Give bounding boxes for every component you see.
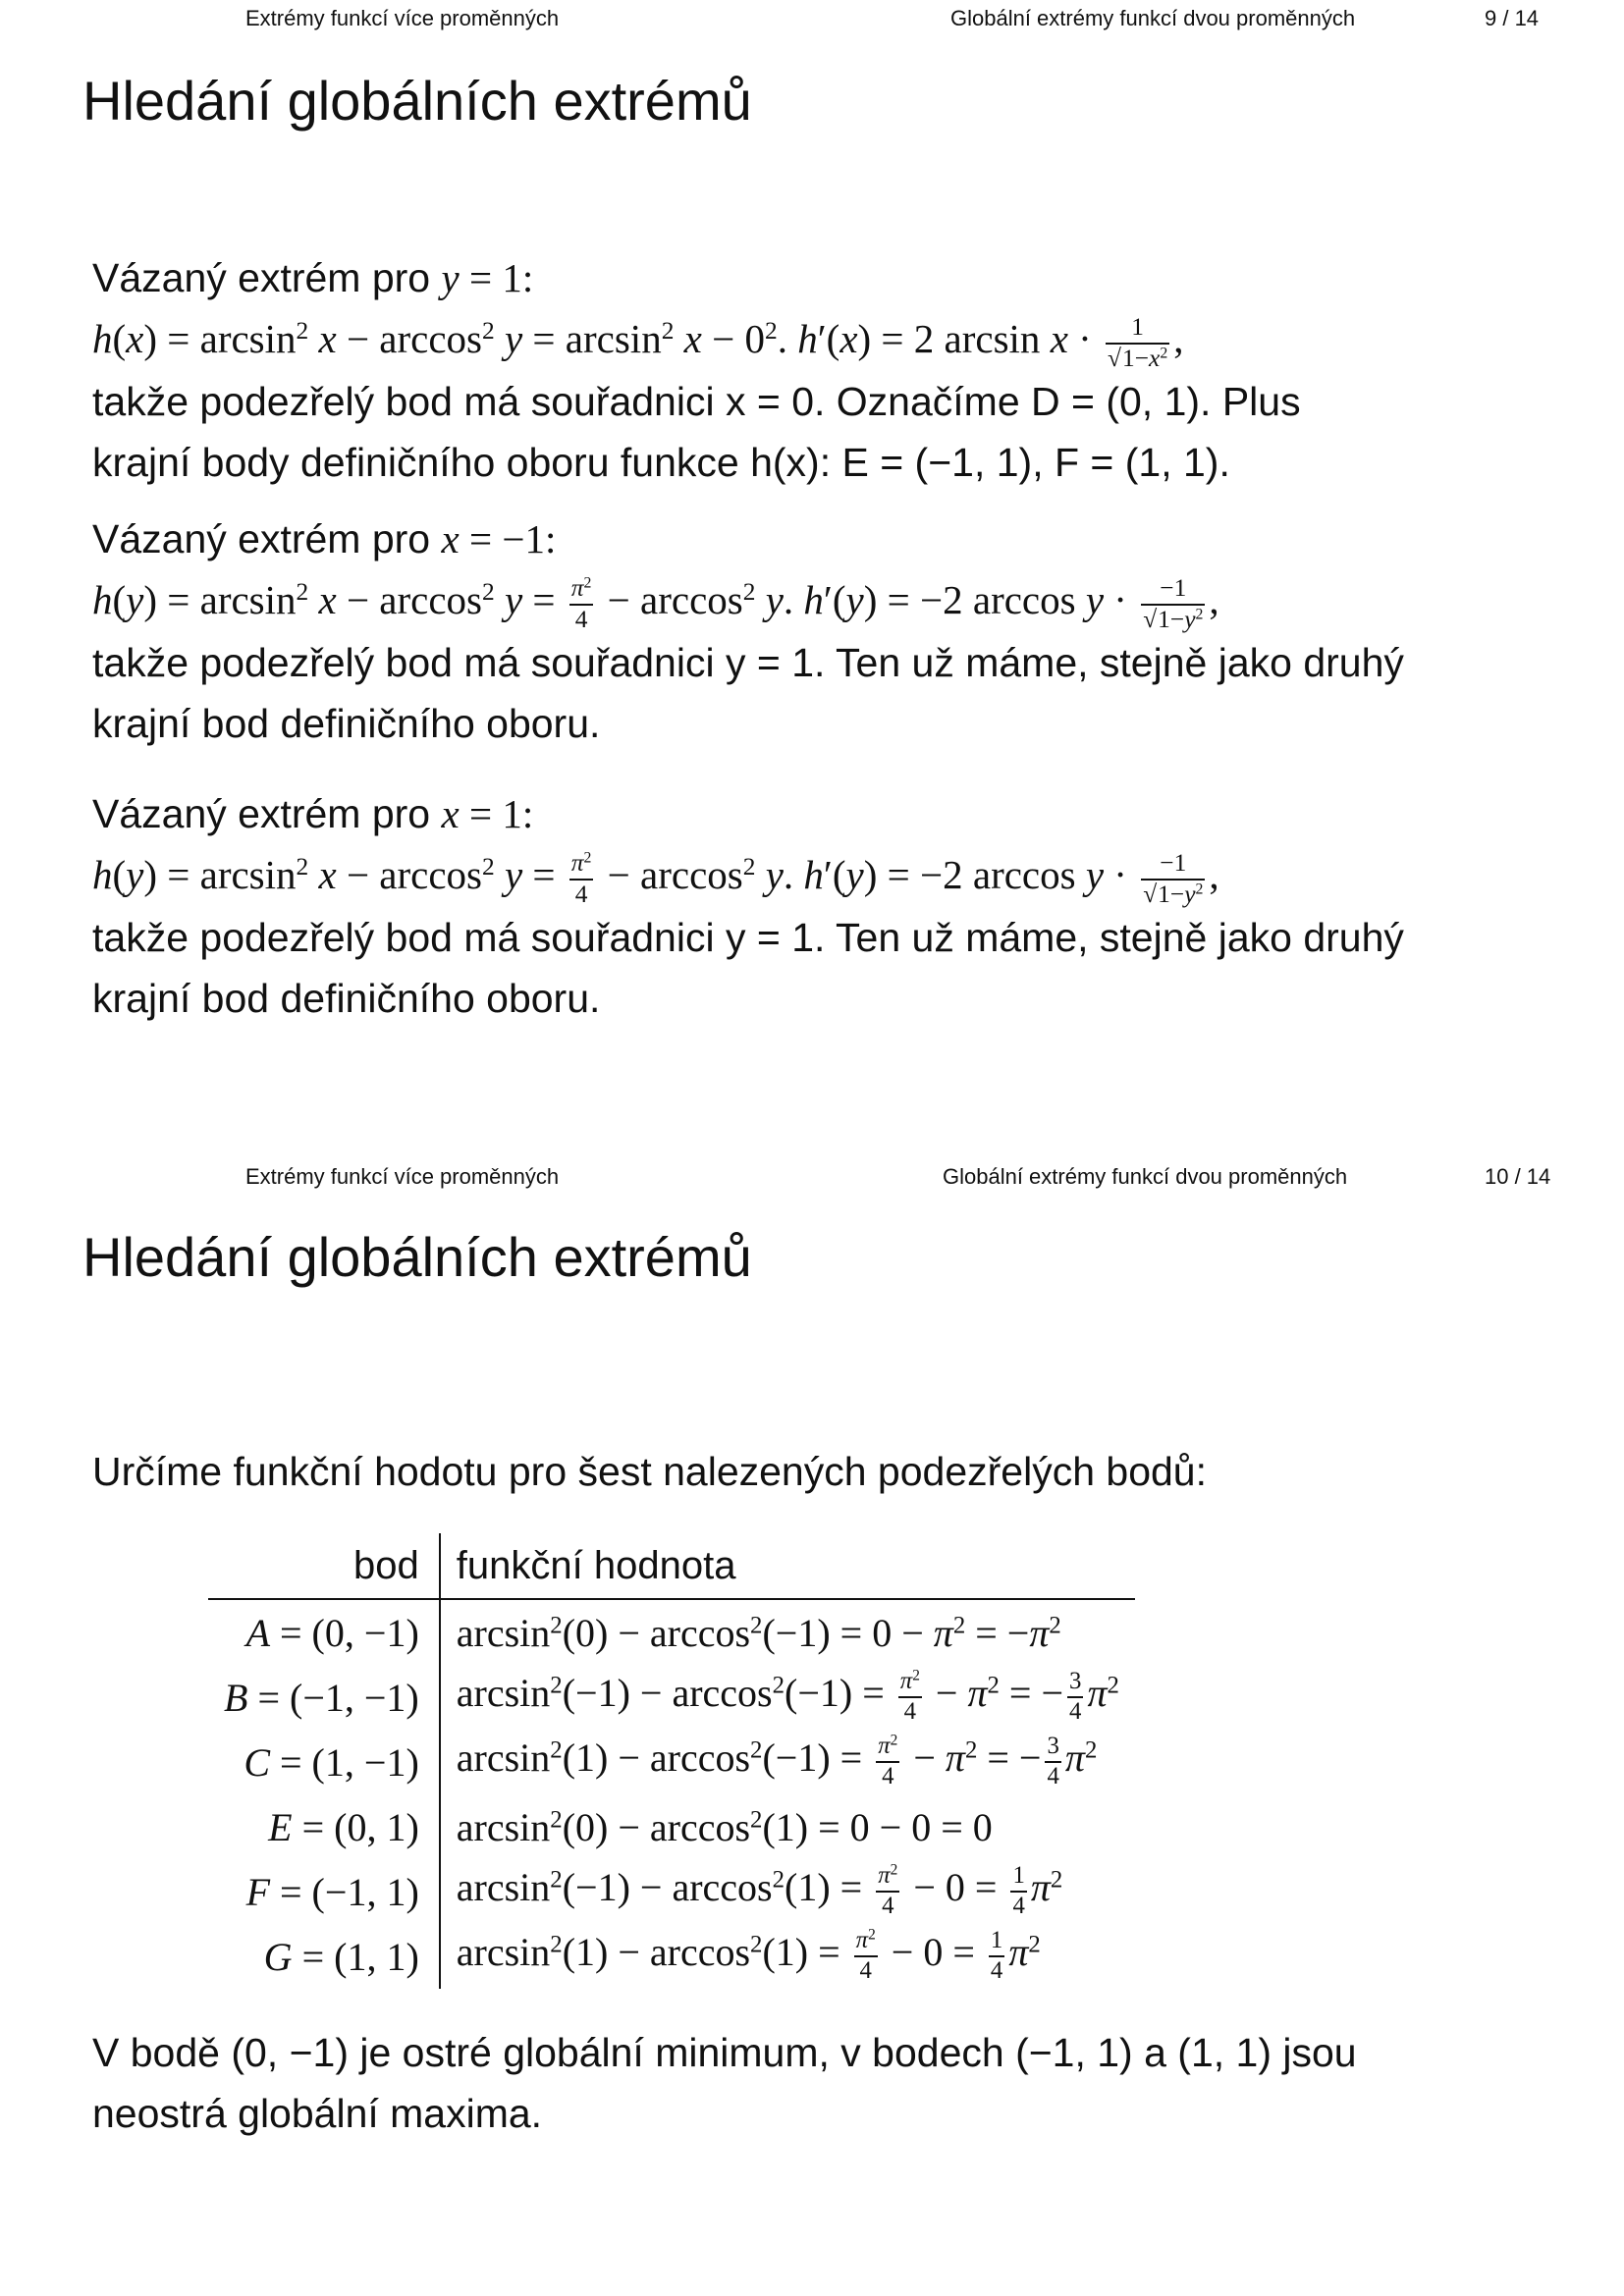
point-cell: F = (−1, 1) <box>208 1859 440 1924</box>
col-header-point: bod <box>208 1533 440 1599</box>
value-cell: $\arcsin^2(0) - \arccos^2(1) = 0 - 0 = 0$ <box>456 1804 993 1849</box>
point-cell: A = (0, −1) <box>208 1599 440 1665</box>
value-cell: $\arcsin^2(-1) - \arccos^2(-1)$ = $\frac{\pi^2}{4}$ − $\pi^2$ = − $\frac{3}{4}$ $\pi^2$ <box>456 1667 1119 1725</box>
point-cell: C = (1, −1) <box>208 1730 440 1794</box>
text-line: V bodě (0, −1) je ostré globální minimum, v bodech (−1, 1) a (1, 1) jsou <box>92 2030 1357 2075</box>
table-header-row <box>208 1533 1135 1599</box>
intro-text: Určíme funkční hodotu pro šest nalezených podezřelých bodů: <box>92 1449 1207 1494</box>
table-row <box>208 1859 1135 1924</box>
formula-line: $h(y) = \arcsin^2 x - \arccos^2 y$ = $\frac{\pi^2}{4}$ − $\arccos^2 y$. h′(y) = −2 arccos y · $\frac{-1}{√1-y^2}$ , <box>92 849 1219 908</box>
value-cell: $\arcsin^2(1) - \arccos^2(1)$ = $\frac{\pi^2}{4}$ − 0 = $\frac{1}{4}$ $\pi^2$ <box>456 1926 1041 1984</box>
page-number: 10 / 14 <box>1485 1164 1551 1189</box>
constrained-extreme-y1 <box>92 247 1565 493</box>
table-row <box>208 1665 1135 1730</box>
point-cell: G = (1, 1) <box>208 1924 440 1989</box>
constrained-extreme-x-minus1 <box>92 508 1565 754</box>
text-line: takže podezřelý bod má souřadnici y = 1. Ten už máme, stejně jako druhý <box>92 915 1404 961</box>
text-line: krajní bod definičního oboru. <box>92 701 601 747</box>
page-number: 9 / 14 <box>1485 6 1540 30</box>
formula-line: $h(y) = \arcsin^2 x - \arccos^2 y$ = $\frac{\pi^2}{4}$ − $\arccos^2 y$. h′(y) = −2 arccos y · $\frac{-1}{√1-y^2}$ , <box>92 574 1219 633</box>
text-line: neostrá globální maxima. <box>92 2091 543 2136</box>
header-center: Globální extrémy funkcí dvou proměnných <box>943 1164 1348 1189</box>
table-row <box>208 1730 1135 1794</box>
header-left: Extrémy funkcí více proměnných <box>245 6 560 30</box>
col-header-value: funkční hodnota <box>440 1533 1135 1599</box>
text-line: krajní bod definičního oboru. <box>92 976 601 1022</box>
slide-10 <box>0 1148 1624 2296</box>
function-values-table <box>208 1533 1135 1989</box>
block-heading: Vázaný extrém pro y = 1: <box>92 255 534 300</box>
slide-title: Hledání globálních extrémů <box>82 70 752 132</box>
table-row <box>208 1924 1135 1989</box>
value-cell: $\arcsin^2(0) - \arccos^2(-1) = 0 - \pi^2 = -\pi^2$ <box>456 1610 1061 1655</box>
table-row <box>208 1794 1135 1859</box>
value-cell: $\arcsin^2(-1) - \arccos^2(1)$ = $\frac{\pi^2}{4}$ − 0 = $\frac{1}{4}$ $\pi^2$ <box>456 1861 1063 1919</box>
conclusion <box>92 2022 1565 2144</box>
formula-line: $h(x) = \arcsin^2 x - \arccos^2 y = \arcsin^2 x - 0^2$. h′(x) = 2 arcsin x · $\frac{1}{√1-x^2}$ , <box>92 313 1184 372</box>
text-line: takže podezřelý bod má souřadnici y = 1. Ten už máme, stejně jako druhý <box>92 640 1404 686</box>
text-line: krajní body definičního oboru funkce h(x): E = (−1, 1), F = (1, 1). <box>92 440 1230 486</box>
value-cell: $\arcsin^2(1) - \arccos^2(-1)$ = $\frac{\pi^2}{4}$ − $\pi^2$ = − $\frac{3}{4}$ $\pi^2$ <box>456 1732 1098 1789</box>
point-cell: E = (0, 1) <box>208 1794 440 1859</box>
text-line: takže podezřelý bod má souřadnici x = 0. Označíme D = (0, 1). Plus <box>92 379 1301 425</box>
header-center: Globální extrémy funkcí dvou proměnných <box>950 6 1356 30</box>
block-heading: Vázaný extrém pro x = −1: <box>92 516 557 561</box>
point-cell: B = (−1, −1) <box>208 1665 440 1730</box>
slide-title: Hledání globálních extrémů <box>82 1226 752 1288</box>
header-left: Extrémy funkcí více proměnných <box>245 1164 560 1189</box>
block-heading: Vázaný extrém pro x = 1: <box>92 791 534 836</box>
constrained-extreme-x1 <box>92 783 1565 1029</box>
table-row <box>208 1599 1135 1665</box>
